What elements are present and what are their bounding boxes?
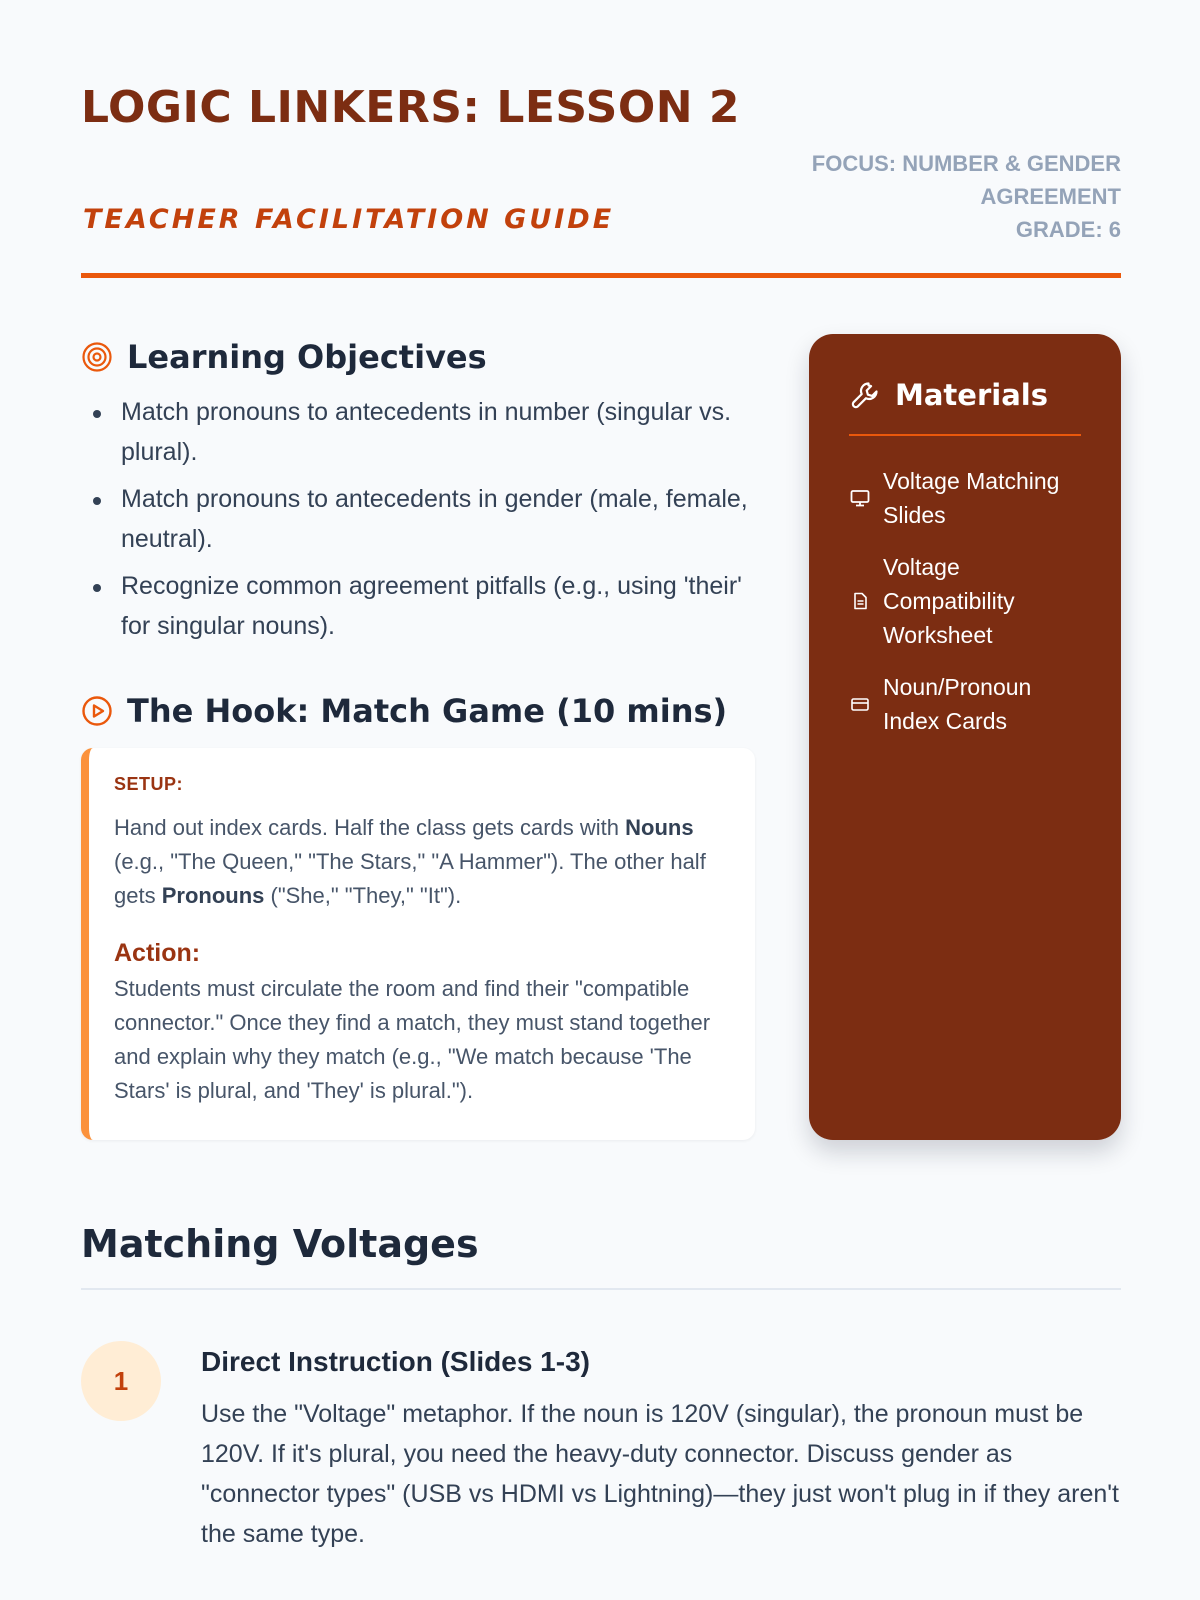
setup-pronouns-term: Pronouns	[161, 883, 265, 908]
objectives-list	[92, 392, 752, 653]
materials-list	[849, 464, 1081, 738]
setup-text	[114, 811, 731, 913]
objectives-heading	[81, 338, 487, 376]
matching-voltages-title: Matching Voltages	[81, 1222, 479, 1266]
focus-label: FOCUS: NUMBER & GENDER AGREEMENT	[811, 151, 1121, 209]
header-divider	[81, 273, 1121, 278]
page-title: LOGIC LINKERS: LESSON 2	[81, 82, 740, 133]
materials-title: Materials	[895, 378, 1048, 412]
setup-nouns-term: Nouns	[625, 815, 694, 840]
objectives-title: Learning Objectives	[127, 338, 487, 376]
list-item	[849, 550, 1081, 652]
play-circle-icon	[81, 695, 113, 727]
action-text: Students must circulate the room and find their "compatible connector." Once they find a match, they must stand together and explain why they match (e.g., "We match because 'The Stars' is plural, and 'They' is plural.").	[114, 976, 711, 1103]
list-item: Match pronouns to antecedents in gender (male, female, neutral).	[92, 479, 752, 559]
setup-text-part: Hand out index cards. Half the class gets cards with	[114, 815, 626, 840]
hook-card	[81, 748, 755, 1140]
hook-title: The Hook: Match Game (10 mins)	[127, 692, 728, 730]
hook-heading	[81, 692, 727, 730]
lesson-meta	[761, 147, 1121, 246]
card-icon	[849, 693, 871, 715]
materials-panel	[809, 334, 1121, 1140]
target-icon	[81, 341, 113, 373]
page-subtitle: TEACHER FACILITATION GUIDE	[83, 204, 615, 235]
setup-text-part: (e.g., "The Queen," "The Stars," "A Hammer"). The other half gets	[114, 849, 706, 908]
monitor-icon	[849, 487, 871, 509]
action-label: Action:	[114, 939, 201, 967]
wrench-icon	[849, 379, 881, 411]
list-item: Match pronouns to antecedents in number (singular vs. plural).	[92, 392, 752, 472]
material-label: Voltage Matching Slides	[883, 468, 1060, 528]
list-item: Recognize common agreement pitfalls (e.g., using 'their' for singular nouns).	[92, 566, 752, 646]
materials-divider	[849, 434, 1081, 436]
materials-heading	[849, 378, 1081, 412]
setup-text-part: ("She," "They," "It").	[264, 883, 462, 908]
step-text: Use the "Voltage" metaphor. If the noun is 120V (singular), the pronoun must be 120V. If it's plural, you need the heavy-duty connector. Discuss gender as "connector types" (USB vs HDMI vs Lightning)—they just won't plug in if they aren't the same type.	[201, 1400, 1119, 1548]
section-divider	[81, 1288, 1121, 1290]
step-number-badge: 1	[81, 1341, 161, 1421]
material-label: Voltage Compatibility Worksheet	[883, 554, 1015, 648]
material-label: Noun/Pronoun Index Cards	[883, 674, 1032, 734]
step-title: Direct Instruction (Slides 1-3)	[201, 1346, 590, 1377]
list-item	[849, 670, 1081, 738]
setup-label: SETUP:	[114, 774, 184, 794]
list-item	[849, 464, 1081, 532]
page-header	[81, 80, 1121, 280]
grade-label: GRADE: 6	[1015, 217, 1121, 242]
file-icon	[849, 590, 871, 612]
